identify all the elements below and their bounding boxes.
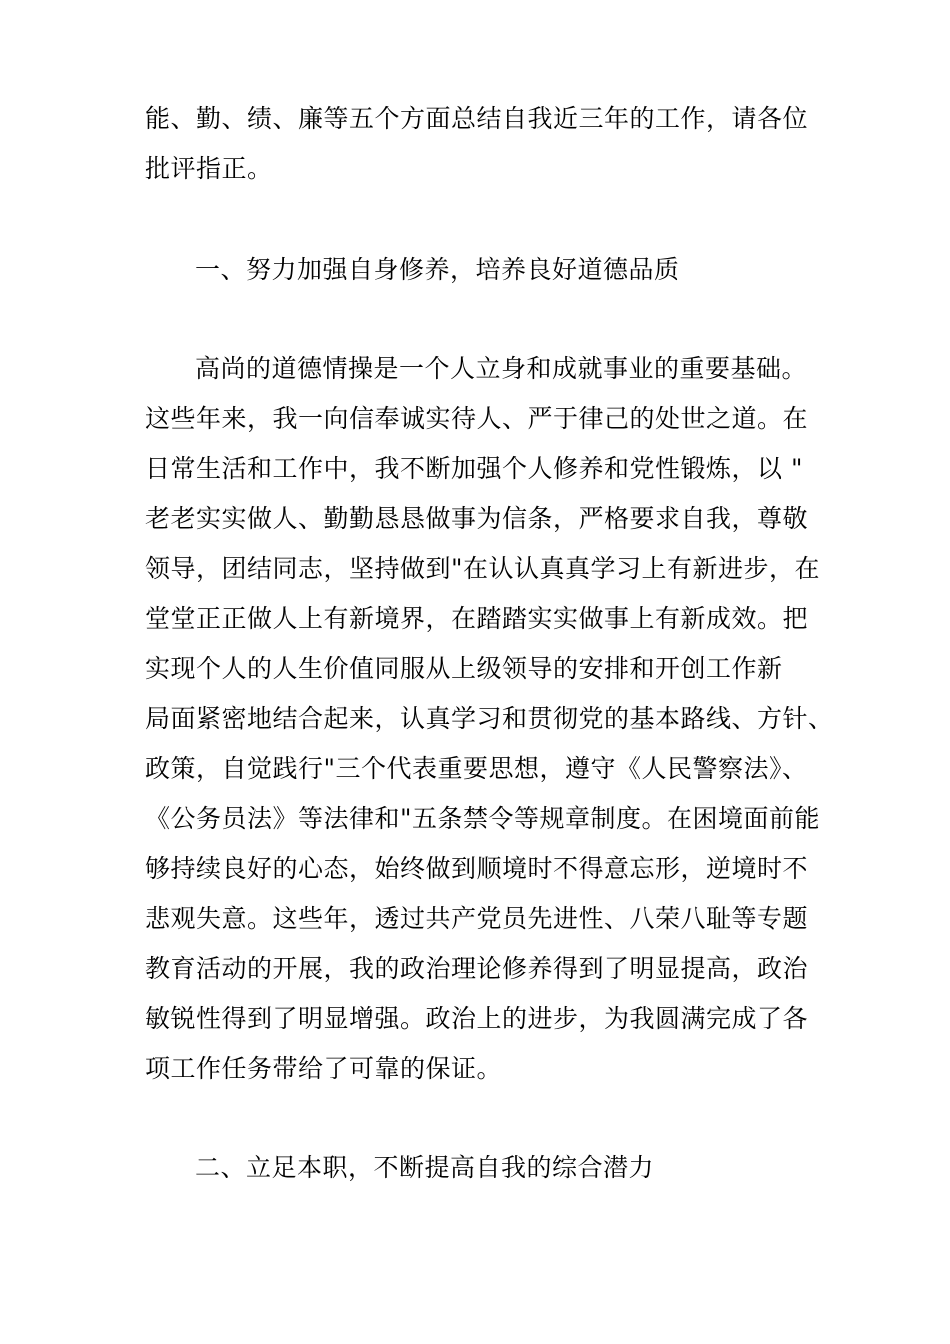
paragraph1-line-6: 堂堂正正做人上有新境界，在踏踏实实做事上有新成效。把 — [145, 604, 809, 633]
intro-line-1: 能、勤、绩、廉等五个方面总结自我近三年的工作，请各位 — [145, 104, 809, 133]
paragraph1-line-13: 教育活动的开展，我的政治理论修养得到了明显提高，政治 — [145, 954, 809, 983]
paragraph1-line-3: 日常生活和工作中，我不断加强个人修养和党性锻炼，以 " — [145, 454, 803, 483]
paragraph1-line-1: 高尚的道德情操是一个人立身和成就事业的重要基础。 — [195, 354, 808, 383]
paragraph1-line-11: 够持续良好的心态，始终做到顺境时不得意忘形，逆境时不 — [145, 854, 809, 883]
paragraph1-line-9: 政策，自觉践行"三个代表重要思想，遵守《人民警察法》、 — [145, 754, 808, 783]
section-heading-2: 二、立足本职，不断提高自我的综合潜力 — [195, 1153, 655, 1182]
paragraph1-line-2: 这些年来，我一向信奉诚实待人、严于律己的处世之道。在 — [145, 404, 809, 433]
paragraph1-line-8: 局面紧密地结合起来，认真学习和贯彻党的基本路线、方针、 — [145, 704, 834, 733]
intro-line-2: 批评指正。 — [145, 154, 273, 183]
section-heading-1: 一、努力加强自身修养，培养良好道德品质 — [195, 255, 680, 284]
paragraph1-line-14: 敏锐性得到了明显增强。政治上的进步，为我圆满完成了各 — [145, 1004, 809, 1033]
paragraph1-line-12: 悲观失意。这些年，透过共产党员先进性、八荣八耻等专题 — [145, 904, 809, 933]
paragraph1-line-10: 《公务员法》等法律和"五条禁令等规章制度。在困境面前能 — [145, 804, 821, 833]
paragraph1-line-7: 实现个人的人生价值同服从上级领导的安排和开创工作新 — [145, 654, 783, 683]
paragraph1-line-4: 老老实实做人、勤勤恳恳做事为信条，严格要求自我，尊敬 — [145, 504, 809, 533]
paragraph1-line-5: 领导，团结同志，坚持做到"在认认真真学习上有新进步，在 — [145, 554, 821, 583]
paragraph1-line-15: 项工作任务带给了可靠的保证。 — [145, 1054, 503, 1083]
